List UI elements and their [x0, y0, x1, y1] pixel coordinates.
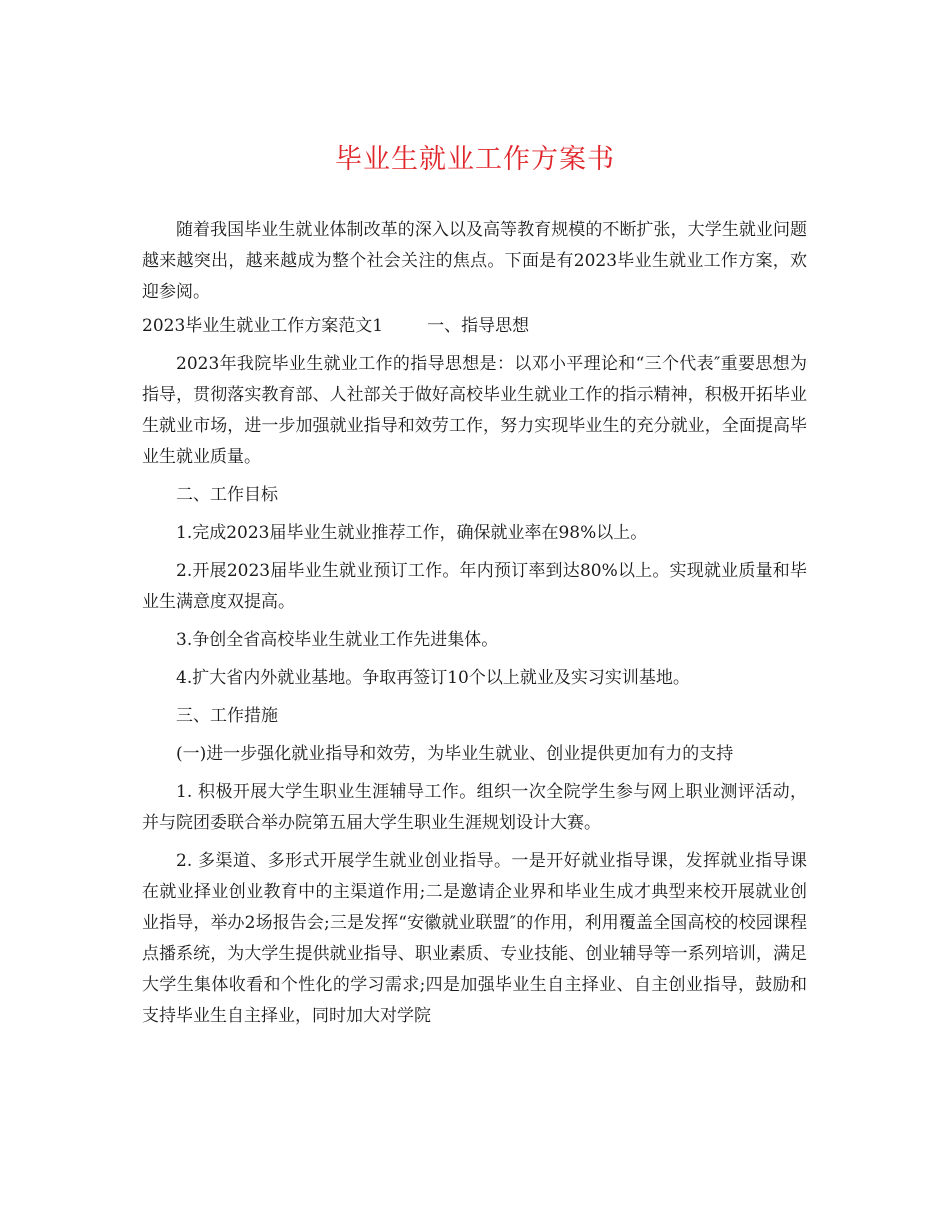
intro-paragraph: 随着我国毕业生就业体制改革的深入以及高等教育规模的不断扩张，大学生就业问题越来越突出，越来越成为整个社会关注的焦点。下面是有2023毕业生就业工作方案，欢迎参阅。 — [142, 220, 807, 302]
sub-heading-guidance-service: (一)进一步强化就业指导和效劳，为毕业生就业、创业提供更加有力的支持 — [176, 744, 734, 764]
goal-item-1: 1.完成2023届毕业生就业推荐工作，确保就业率在98%以上。 — [176, 523, 648, 543]
document-title: 毕业生就业工作方案书 — [335, 144, 615, 175]
section-title: 2023毕业生就业工作方案范文1 — [142, 316, 384, 336]
goal-item-3: 3.争创全省高校毕业生就业工作先进集体。 — [176, 630, 499, 650]
goal-item-2: 2.开展2023届毕业生就业预订工作。年内预订率到达80%以上。实现就业质量和毕业生满意度双提高。 — [142, 561, 807, 612]
heading-work-goals: 二、工作目标 — [176, 485, 278, 505]
document-body — [142, 215, 807, 1039]
heading-work-measures: 三、工作措施 — [176, 706, 278, 726]
section-heading-line — [142, 311, 807, 342]
goal-item-4: 4.扩大省内外就业基地。争取再签订10个以上就业及实习实训基地。 — [176, 668, 690, 688]
heading-guiding-ideology: 一、指导思想 — [427, 316, 530, 336]
guiding-ideology-paragraph: 2023年我院毕业生就业工作的指导思想是：以邓小平理论和“三个代表″重要思想为指导，贯彻落实教育部、人社部关于做好高校毕业生就业工作的指示精神，积极开拓毕业生就业市场，进一步加强就业指导和效劳工作，努力实现毕业生的充分就业，全面提高毕业生就业质量。 — [142, 354, 807, 467]
measure-item-1: 1. 积极开展大学生职业生涯辅导工作。组织一次全院学生参与网上职业测评活动，并与院团委联合举办院第五届大学生职业生涯规划设计大赛。 — [142, 782, 807, 833]
measure-item-2: 2. 多渠道、多形式开展学生就业创业指导。一是开好就业指导课，发挥就业指导课在就业择业创业教育中的主渠道作用;二是邀请企业界和毕业生成才典型来校开展就业创业指导，举办2场报告会;三是发挥“安徽就业联盟″的作用，利用覆盖全国高校的校园课程点播系统，为大学生提供就业指导、职业素质、专业技能、创业辅导等一系列培训，满足大学生集体收看和个性化的学习需求;四是加强毕业生自主择业、自主创业指导，鼓励和支持毕业生自主择业，同时加大对学院 — [142, 851, 807, 1026]
